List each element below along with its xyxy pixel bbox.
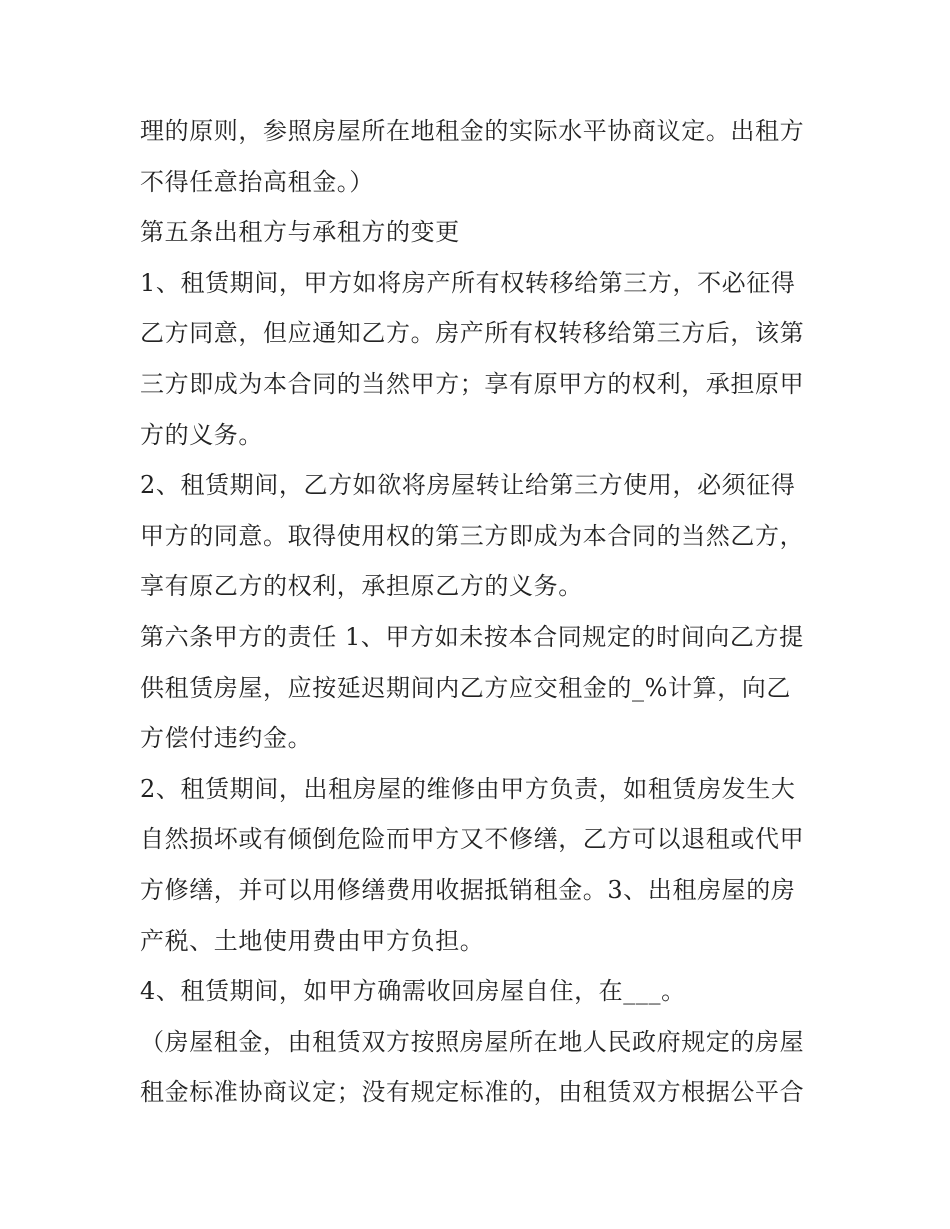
text-line: 方偿付违约金。 (140, 724, 313, 753)
text-line: 甲方的同意。取得使用权的第三方即成为本合同的当然乙方， (140, 521, 805, 550)
text-line: 1、租赁期间，甲方如将房产所有权转移给第三方，不必征得 (140, 268, 796, 297)
text-line: 方的义务。 (140, 420, 263, 449)
text-line: 2、租赁期间，乙方如欲将房屋转让给第三方使用，必须征得 (140, 471, 796, 500)
text-line: 4、租赁期间，如甲方确需收回房屋自住，在___。 (140, 977, 686, 1006)
text-line: 不得任意抬高租金。） (140, 167, 374, 196)
text-line: （房屋租金，由租赁双方按照房屋所在地人民政府规定的房屋 (140, 1027, 805, 1056)
text-line: 租金标准协商议定；没有规定标准的，由租赁双方根据公平合 (140, 1078, 805, 1107)
text-line: 理的原则，参照房屋所在地租金的实际水平协商议定。出租方 (140, 117, 805, 145)
text-line: 供租赁房屋，应按延迟期间内乙方应交租金的_%计算，向乙 (140, 673, 792, 702)
section-heading: 第五条出租方与承租方的变更 (140, 218, 460, 247)
text-line: 2、租赁期间，出租房屋的维修由甲方负责，如租赁房发生大 (140, 774, 796, 803)
text-line: 自然损坏或有倾倒危险而甲方又不修缮，乙方可以退租或代甲 (140, 825, 805, 854)
text-line: 三方即成为本合同的当然甲方；享有原甲方的权利，承担原甲 (140, 369, 805, 398)
text-line: 方修缮，并可以用修缮费用收据抵销租金。3、出租房屋的房 (140, 875, 796, 904)
text-line: 产税、土地使用费由甲方负担。 (140, 926, 485, 955)
document-body (140, 106, 820, 1118)
section-heading: 第六条甲方的责任 1、甲方如未按本合同规定的时间向乙方提 (140, 622, 804, 651)
text-line: 乙方同意，但应通知乙方。房产所有权转移给第三方后，该第 (140, 319, 805, 348)
text-line: 享有原乙方的权利，承担原乙方的义务。 (140, 572, 583, 601)
